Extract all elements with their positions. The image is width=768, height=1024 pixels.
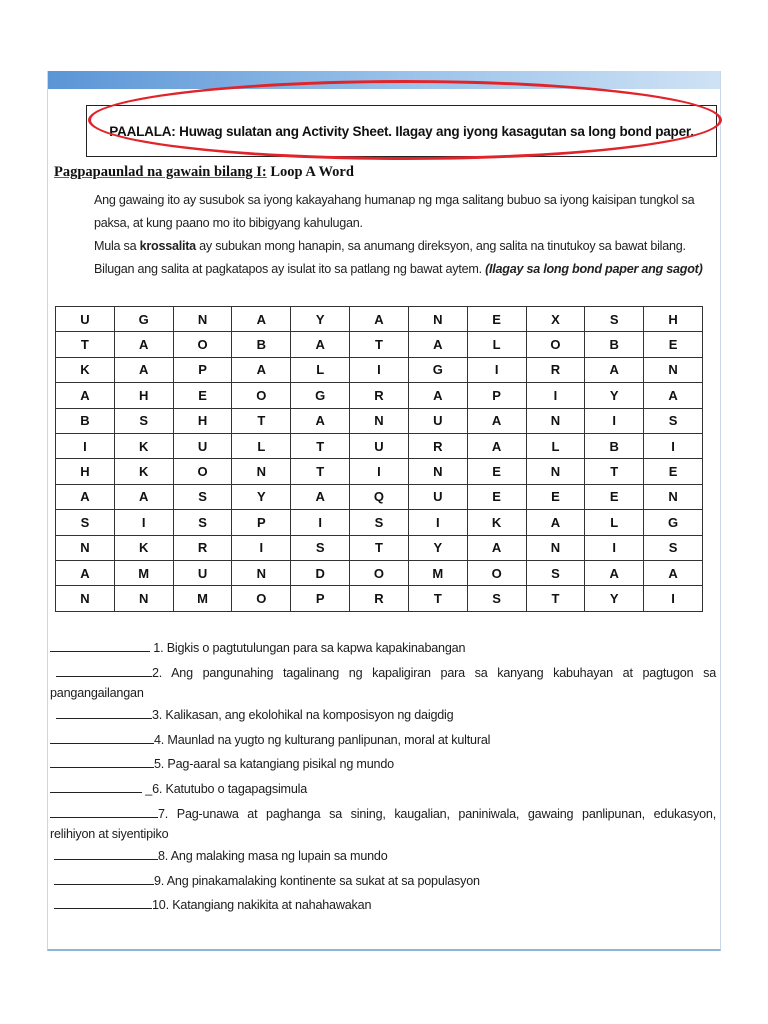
grid-cell: H: [114, 383, 173, 408]
grid-cell: K: [56, 357, 115, 382]
grid-cell: T: [232, 408, 291, 433]
grid-row: [56, 307, 703, 332]
grid-cell: P: [291, 586, 350, 611]
grid-cell: M: [173, 586, 232, 611]
grid-cell: U: [408, 408, 467, 433]
grid-cell: I: [644, 586, 703, 611]
grid-cell: N: [526, 408, 585, 433]
grid-cell: T: [526, 586, 585, 611]
grid-cell: P: [173, 357, 232, 382]
grid-cell: Q: [350, 484, 409, 509]
instruction-paragraph-1: Ang gawaing ito ay susubok sa iyong kakayahang humanap ng mga salitang bubuo sa iyong kaisipan tungkol sa paksa, at kung paano mo ito bibigyang kahulugan.: [94, 193, 695, 230]
grid-cell: N: [526, 535, 585, 560]
activity-title: Pagpapaunlad na gawain bilang I:: [54, 164, 267, 180]
grid-cell: X: [526, 307, 585, 332]
grid-cell: G: [408, 357, 467, 382]
grid-row: [56, 408, 703, 433]
grid-cell: E: [467, 307, 526, 332]
grid-cell: A: [350, 307, 409, 332]
grid-cell: N: [408, 307, 467, 332]
grid-cell: T: [56, 332, 115, 357]
grid-cell: O: [173, 332, 232, 357]
question-text: 4. Maunlad na yugto ng kulturang panlipunan, moral at kultural: [154, 732, 491, 747]
grid-cell: I: [350, 459, 409, 484]
grid-cell: A: [585, 560, 644, 585]
grid-cell: N: [56, 586, 115, 611]
question-list: [50, 636, 716, 918]
instructions: [94, 189, 712, 281]
instruction-note: (Ilagay sa long bond paper ang sagot): [485, 262, 703, 276]
grid-cell: N: [350, 408, 409, 433]
grid-cell: A: [56, 484, 115, 509]
grid-cell: I: [585, 535, 644, 560]
grid-row: [56, 560, 703, 585]
grid-cell: A: [291, 484, 350, 509]
grid-cell: L: [232, 433, 291, 458]
question-text: 7. Pag-unawa at paghanga sa sining, kaugalian, paniniwala, gawaing panlipunan, edukasyon,: [158, 806, 716, 821]
grid-cell: Y: [232, 484, 291, 509]
grid-cell: A: [114, 357, 173, 382]
grid-cell: A: [232, 307, 291, 332]
question-text: 1. Bigkis o pagtutulungan para sa kapwa kapakinabangan: [150, 641, 466, 655]
question-item: [50, 777, 716, 802]
grid-cell: R: [408, 433, 467, 458]
grid-cell: N: [173, 307, 232, 332]
activity-subtitle: Loop A Word: [270, 164, 354, 180]
grid-cell: A: [232, 357, 291, 382]
answer-blank[interactable]: [50, 753, 154, 768]
grid-cell: A: [291, 408, 350, 433]
grid-cell: I: [585, 408, 644, 433]
grid-cell: B: [232, 332, 291, 357]
krossalita-term: krossalita: [139, 239, 196, 253]
grid-row: [56, 459, 703, 484]
answer-blank[interactable]: [50, 729, 154, 744]
grid-cell: L: [467, 332, 526, 357]
answer-blank[interactable]: [56, 704, 152, 719]
instruction-text-a: Mula sa: [94, 239, 140, 253]
grid-cell: S: [467, 586, 526, 611]
grid-row: [56, 332, 703, 357]
grid-cell: E: [644, 459, 703, 484]
grid-cell: S: [644, 408, 703, 433]
grid-cell: U: [56, 307, 115, 332]
grid-cell: O: [467, 560, 526, 585]
grid-cell: S: [173, 484, 232, 509]
grid-cell: A: [585, 357, 644, 382]
grid-cell: T: [408, 586, 467, 611]
grid-cell: A: [56, 383, 115, 408]
grid-cell: L: [526, 433, 585, 458]
grid-cell: G: [644, 510, 703, 535]
grid-cell: B: [585, 433, 644, 458]
grid-cell: U: [350, 433, 409, 458]
grid-row: [56, 510, 703, 535]
grid-cell: I: [114, 510, 173, 535]
grid-cell: G: [114, 307, 173, 332]
grid-cell: K: [467, 510, 526, 535]
activity-sheet-slide: [47, 71, 721, 951]
grid-cell: I: [350, 357, 409, 382]
grid-cell: S: [173, 510, 232, 535]
grid-cell: A: [114, 484, 173, 509]
question-item: [50, 728, 716, 753]
grid-cell: R: [173, 535, 232, 560]
grid-cell: A: [526, 510, 585, 535]
grid-cell: S: [114, 408, 173, 433]
question-item: [50, 703, 716, 728]
answer-blank[interactable]: [54, 845, 158, 860]
grid-cell: M: [408, 560, 467, 585]
grid-cell: E: [585, 484, 644, 509]
grid-cell: A: [644, 560, 703, 585]
grid-cell: S: [526, 560, 585, 585]
grid-cell: N: [114, 586, 173, 611]
grid-cell: E: [467, 459, 526, 484]
question-item: [50, 636, 716, 661]
grid-cell: O: [232, 586, 291, 611]
grid-cell: S: [291, 535, 350, 560]
grid-row: [56, 357, 703, 382]
grid-cell: A: [467, 535, 526, 560]
grid-cell: A: [408, 332, 467, 357]
grid-cell: Y: [585, 586, 644, 611]
grid-cell: S: [585, 307, 644, 332]
grid-cell: K: [114, 433, 173, 458]
grid-cell: I: [467, 357, 526, 382]
grid-cell: I: [526, 383, 585, 408]
grid-cell: P: [232, 510, 291, 535]
grid-cell: M: [114, 560, 173, 585]
grid-cell: S: [56, 510, 115, 535]
grid-cell: H: [56, 459, 115, 484]
grid-row: [56, 535, 703, 560]
grid-cell: K: [114, 459, 173, 484]
grid-cell: L: [291, 357, 350, 382]
grid-cell: A: [644, 383, 703, 408]
grid-cell: N: [644, 484, 703, 509]
answer-blank[interactable]: [54, 870, 154, 885]
grid-cell: T: [585, 459, 644, 484]
grid-cell: R: [526, 357, 585, 382]
grid-cell: N: [232, 560, 291, 585]
question-item: [50, 869, 716, 894]
grid-row: [56, 433, 703, 458]
grid-cell: B: [56, 408, 115, 433]
instruction-text-b: ay subukan mong hanapin, sa anumang direksyon, ang salita na tinutukoy sa bawat bilang. Bilugan ang salita at pagkatapos ay isulat ito sa patlang ng bawat aytem.: [94, 239, 686, 276]
grid-cell: I: [291, 510, 350, 535]
grid-cell: D: [291, 560, 350, 585]
red-highlight-oval: [88, 80, 722, 160]
grid-cell: A: [291, 332, 350, 357]
grid-cell: O: [526, 332, 585, 357]
reminder-text: PAALALA: Huwag sulatan ang Activity Sheet. Ilagay ang iyong kasagutan sa long bond paper.: [109, 123, 694, 139]
grid-cell: A: [56, 560, 115, 585]
grid-cell: O: [173, 459, 232, 484]
grid-cell: H: [173, 408, 232, 433]
question-text: 5. Pag-aaral sa katangiang pisikal ng mundo: [154, 757, 394, 772]
grid-cell: R: [350, 383, 409, 408]
grid-cell: A: [114, 332, 173, 357]
grid-cell: E: [526, 484, 585, 509]
grid-row: [56, 484, 703, 509]
grid-cell: I: [408, 510, 467, 535]
question-item: [50, 893, 716, 918]
grid-cell: T: [291, 433, 350, 458]
grid-cell: T: [350, 332, 409, 357]
question-text: 10. Katangiang nakikita at nahahawakan: [152, 898, 372, 913]
grid-cell: S: [350, 510, 409, 535]
grid-cell: N: [526, 459, 585, 484]
grid-cell: P: [467, 383, 526, 408]
grid-cell: L: [585, 510, 644, 535]
grid-cell: Y: [291, 307, 350, 332]
grid-cell: U: [408, 484, 467, 509]
grid-cell: T: [350, 535, 409, 560]
question-text: 3. Kalikasan, ang ekolohikal na komposisyon ng daigdig: [152, 708, 454, 723]
grid-cell: Y: [585, 383, 644, 408]
grid-cell: N: [232, 459, 291, 484]
question-continuation: relihiyon at siyentipiko: [50, 827, 169, 842]
grid-cell: O: [350, 560, 409, 585]
instruction-paragraph-2: [94, 235, 712, 281]
grid-row: [56, 586, 703, 611]
grid-cell: E: [467, 484, 526, 509]
answer-blank[interactable]: [54, 894, 152, 909]
question-continuation: pangangailangan: [50, 686, 144, 701]
question-text: 9. Ang pinakamalaking kontinente sa sukat at sa populasyon: [154, 873, 480, 888]
answer-blank[interactable]: [50, 803, 158, 818]
grid-cell: K: [114, 535, 173, 560]
word-search-grid: [55, 306, 703, 612]
answer-blank[interactable]: [50, 637, 150, 652]
grid-cell: S: [644, 535, 703, 560]
question-item: [50, 661, 716, 686]
grid-cell: E: [173, 383, 232, 408]
answer-blank[interactable]: [50, 778, 142, 793]
grid-cell: I: [644, 433, 703, 458]
grid-cell: U: [173, 433, 232, 458]
grid-cell: H: [644, 307, 703, 332]
grid-cell: A: [467, 433, 526, 458]
grid-cell: R: [350, 586, 409, 611]
grid-cell: T: [291, 459, 350, 484]
grid-cell: G: [291, 383, 350, 408]
answer-blank[interactable]: [56, 662, 152, 677]
question-item: [50, 752, 716, 777]
grid-cell: N: [56, 535, 115, 560]
grid-cell: E: [644, 332, 703, 357]
grid-cell: A: [408, 383, 467, 408]
grid-row: [56, 383, 703, 408]
grid-cell: O: [232, 383, 291, 408]
question-text: _6. Katutubo o tagapagsimula: [142, 781, 308, 796]
grid-cell: A: [467, 408, 526, 433]
grid-cell: U: [173, 560, 232, 585]
activity-heading: [54, 164, 354, 181]
question-text: 8. Ang malaking masa ng lupain sa mundo: [158, 849, 388, 864]
grid-cell: B: [585, 332, 644, 357]
question-item: [50, 802, 716, 827]
grid-cell: I: [232, 535, 291, 560]
question-item: [50, 844, 716, 869]
grid-cell: N: [644, 357, 703, 382]
question-text: 2. Ang pangunahing tagalinang ng kapaligiran para sa kanyang kabuhayan at pagtugon sa: [152, 665, 716, 680]
grid-cell: N: [408, 459, 467, 484]
grid-cell: I: [56, 433, 115, 458]
grid-cell: Y: [408, 535, 467, 560]
